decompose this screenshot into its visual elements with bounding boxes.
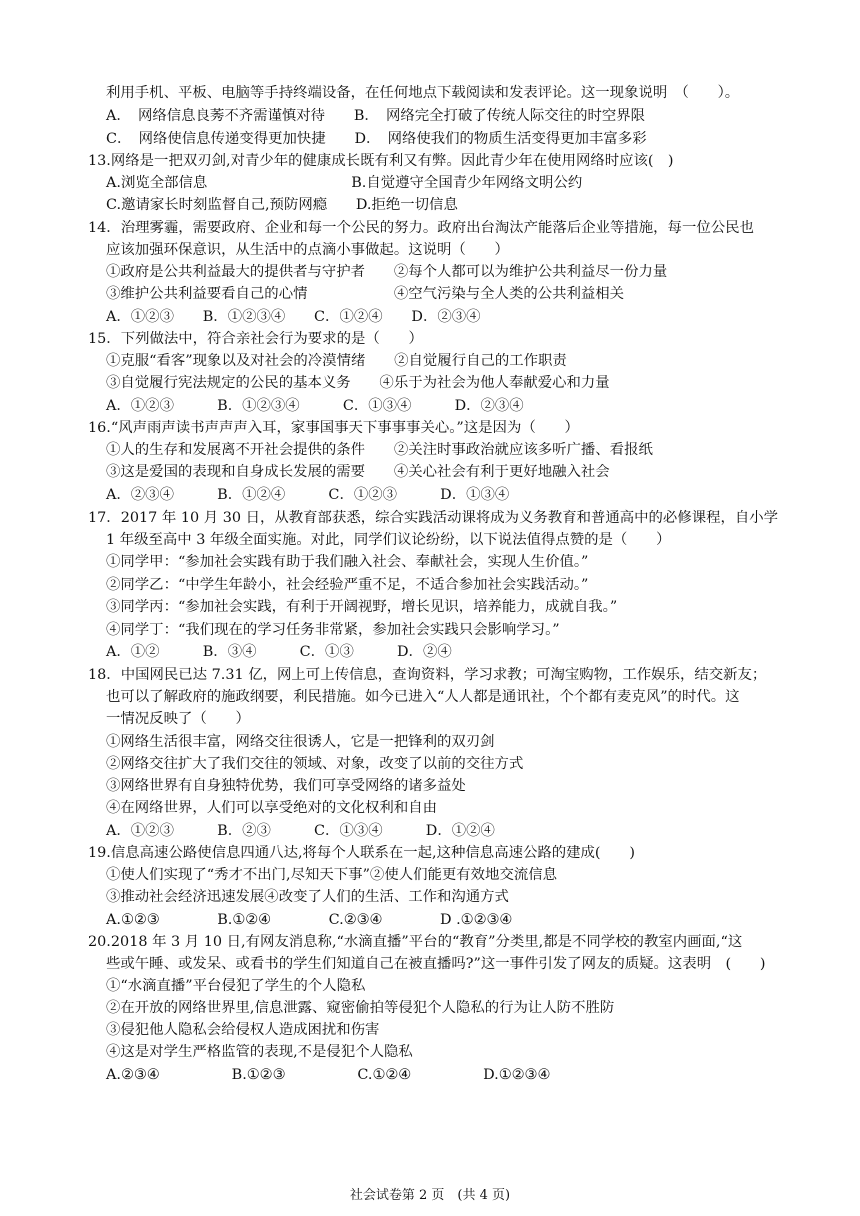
text-line: ②同学乙：“中学生年龄小，社会经验严重不足，不适合参加社会实践活动。” bbox=[106, 577, 589, 593]
text-line: ③这是爱国的表现和自身成长发展的需要 ④关心社会有利于更好地融入社会 bbox=[106, 464, 610, 480]
text-line: 些或午睡、或发呆、或看书的学生们知道自己在被直播吗?”这一事件引发了网友的质疑。这表明 ( ) bbox=[106, 956, 766, 972]
text-line: ①政府是公共利益最大的提供者与守护者 ②每个人都可以为维护公共利益尽一份力量 bbox=[106, 264, 668, 280]
text-line: ①“水滴直播”平台侵犯了学生的个人隐私 bbox=[106, 978, 366, 994]
text-line: 13.网络是一把双刃剑,对青少年的健康成长既有利又有弊。因此青少年在使用网络时应该( ) bbox=[88, 153, 674, 169]
text-line: ③同学丙：“参加社会实践，有利于开阔视野，增长见识，培养能力，成就自我。” bbox=[106, 599, 618, 615]
text-line: 14．治理雾霾，需要政府、企业和每一个公民的努力。政府出台淘汰产能落后企业等措施，每一位公民也 bbox=[88, 220, 754, 236]
text-line: C． 网络使信息传递变得更加快捷 D． 网络使我们的物质生活变得更加丰富多彩 bbox=[106, 131, 647, 147]
text-line: A.②③④ B.①②③ C.①②④ D.①②③④ bbox=[106, 1067, 551, 1083]
text-line: A．①②③ B．①②③④ C．①②④ D．②③④ bbox=[106, 309, 481, 325]
text-line: 19.信息高速公路使信息四通八达,将每个人联系在一起,这种信息高速公路的建成( ) bbox=[88, 845, 635, 861]
text-line: 18．中国网民已达 7.31 亿，网上可上传信息，查询资料，学习求教；可淘宝购物，工作娱乐，结交新友； bbox=[88, 667, 767, 683]
text-line: ④这是对学生严格监管的表现,不是侵犯个人隐私 bbox=[106, 1044, 413, 1060]
text-line: ①使人们实现了“秀才不出门,尽知天下事”②使人们能更有效地交流信息 bbox=[106, 867, 558, 883]
text-line: 1 年级至高中 3 年级全面实施。对此，同学们议论纷纷，以下说法值得点赞的是（ ） bbox=[106, 532, 671, 548]
text-line: A．②③④ B．①②④ C．①②③ D．①③④ bbox=[106, 487, 510, 503]
text-line: A．①②③ B．②③ C．①③④ D．①②④ bbox=[106, 823, 495, 839]
text-line: A．①②③ B．①②③④ C．①③④ D．②③④ bbox=[106, 398, 524, 414]
text-line: ③推动社会经济迅速发展④改变了人们的生活、工作和沟通方式 bbox=[106, 889, 509, 905]
text-line: A．①② B．③④ C．①③ D．②④ bbox=[106, 644, 452, 660]
text-line: ③网络世界有自身独特优势，我们可享受网络的诸多益处 bbox=[106, 778, 466, 794]
text-line: 一情况反映了（ ） bbox=[106, 711, 250, 727]
page-footer: 社会试卷第 2 页 (共 4 页) bbox=[349, 1188, 511, 1203]
text-line: 应该加强环保意识，从生活中的点滴小事做起。这说明（ ） bbox=[106, 242, 509, 258]
text-line: ②网络交往扩大了我们交往的领域、对象，改变了以前的交往方式 bbox=[106, 756, 524, 772]
text-line: ③维护公共利益要看自己的心情 ④空气污染与全人类的公共利益相关 bbox=[106, 286, 625, 302]
text-line: ④在网络世界，人们可以享受绝对的文化权利和自由 bbox=[106, 800, 437, 816]
text-line: 17．2017 年 10 月 30 日，从教育部获悉，综合实践活动课将成为义务教育和普通高中的必修课程，自小学 bbox=[88, 510, 779, 526]
text-line: ①人的生存和发展离不开社会提供的条件 ②关注时事政治就应该多听广播、看报纸 bbox=[106, 442, 653, 458]
text-line: 15．下列做法中，符合亲社会行为要求的是（ ） bbox=[88, 331, 423, 347]
text-line: A． 网络信息良莠不齐需谨慎对待 B． 网络完全打破了传统人际交往的时空界限 bbox=[106, 108, 646, 124]
text-line: ②在开放的网络世界里,信息泄露、窥密偷拍等侵犯个人隐私的行为让人防不胜防 bbox=[106, 1000, 615, 1016]
text-line: ④同学丁：“我们现在的学习任务非常紧，参加社会实践只会影响学习。” bbox=[106, 622, 560, 638]
text-line: ③自觉履行宪法规定的公民的基本义务 ④乐于为社会为他人奉献爱心和力量 bbox=[106, 375, 610, 391]
text-line: 20.2018 年 3 月 10 日,有网友消息称,“水滴直播”平台的“教育”分类里,都是不同学校的教室内画面,“这 bbox=[88, 934, 743, 950]
text-line: C.邀请家长时刻监督自己,预防网瘾 D.拒绝一切信息 bbox=[106, 197, 458, 213]
text-line: A.浏览全部信息 B.自觉遵守全国青少年网络文明公约 bbox=[106, 175, 583, 191]
text-line: 也可以了解政府的施政纲要，利民措施。如今已进入“人人都是通讯社，个个都有麦克风”的时代。这 bbox=[106, 689, 740, 705]
text-line: ①克服“看客”现象以及对社会的冷漠情绪 ②自觉履行自己的工作职责 bbox=[106, 353, 567, 369]
text-line: 16.“风声雨声读书声声声入耳，家事国事天下事事事关心。”这是因为（ ） bbox=[88, 420, 579, 436]
text-line: 利用手机、平板、电脑等手持终端设备，在任何地点下载阅读和发表评论。这一现象说明 （ ）。 bbox=[106, 85, 740, 101]
text-line: ①同学甲：“参加社会实践有助于我们融入社会、奉献社会，实现人生价值。” bbox=[106, 554, 589, 570]
text-line: A.①②③ B.①②④ C.②③④ D .①②③④ bbox=[106, 912, 513, 928]
text-line: ①网络生活很丰富，网络交往很诱人，它是一把锋利的双刃剑 bbox=[106, 734, 495, 750]
text-line: ③侵犯他人隐私会给侵权人造成困扰和伤害 bbox=[106, 1022, 380, 1038]
